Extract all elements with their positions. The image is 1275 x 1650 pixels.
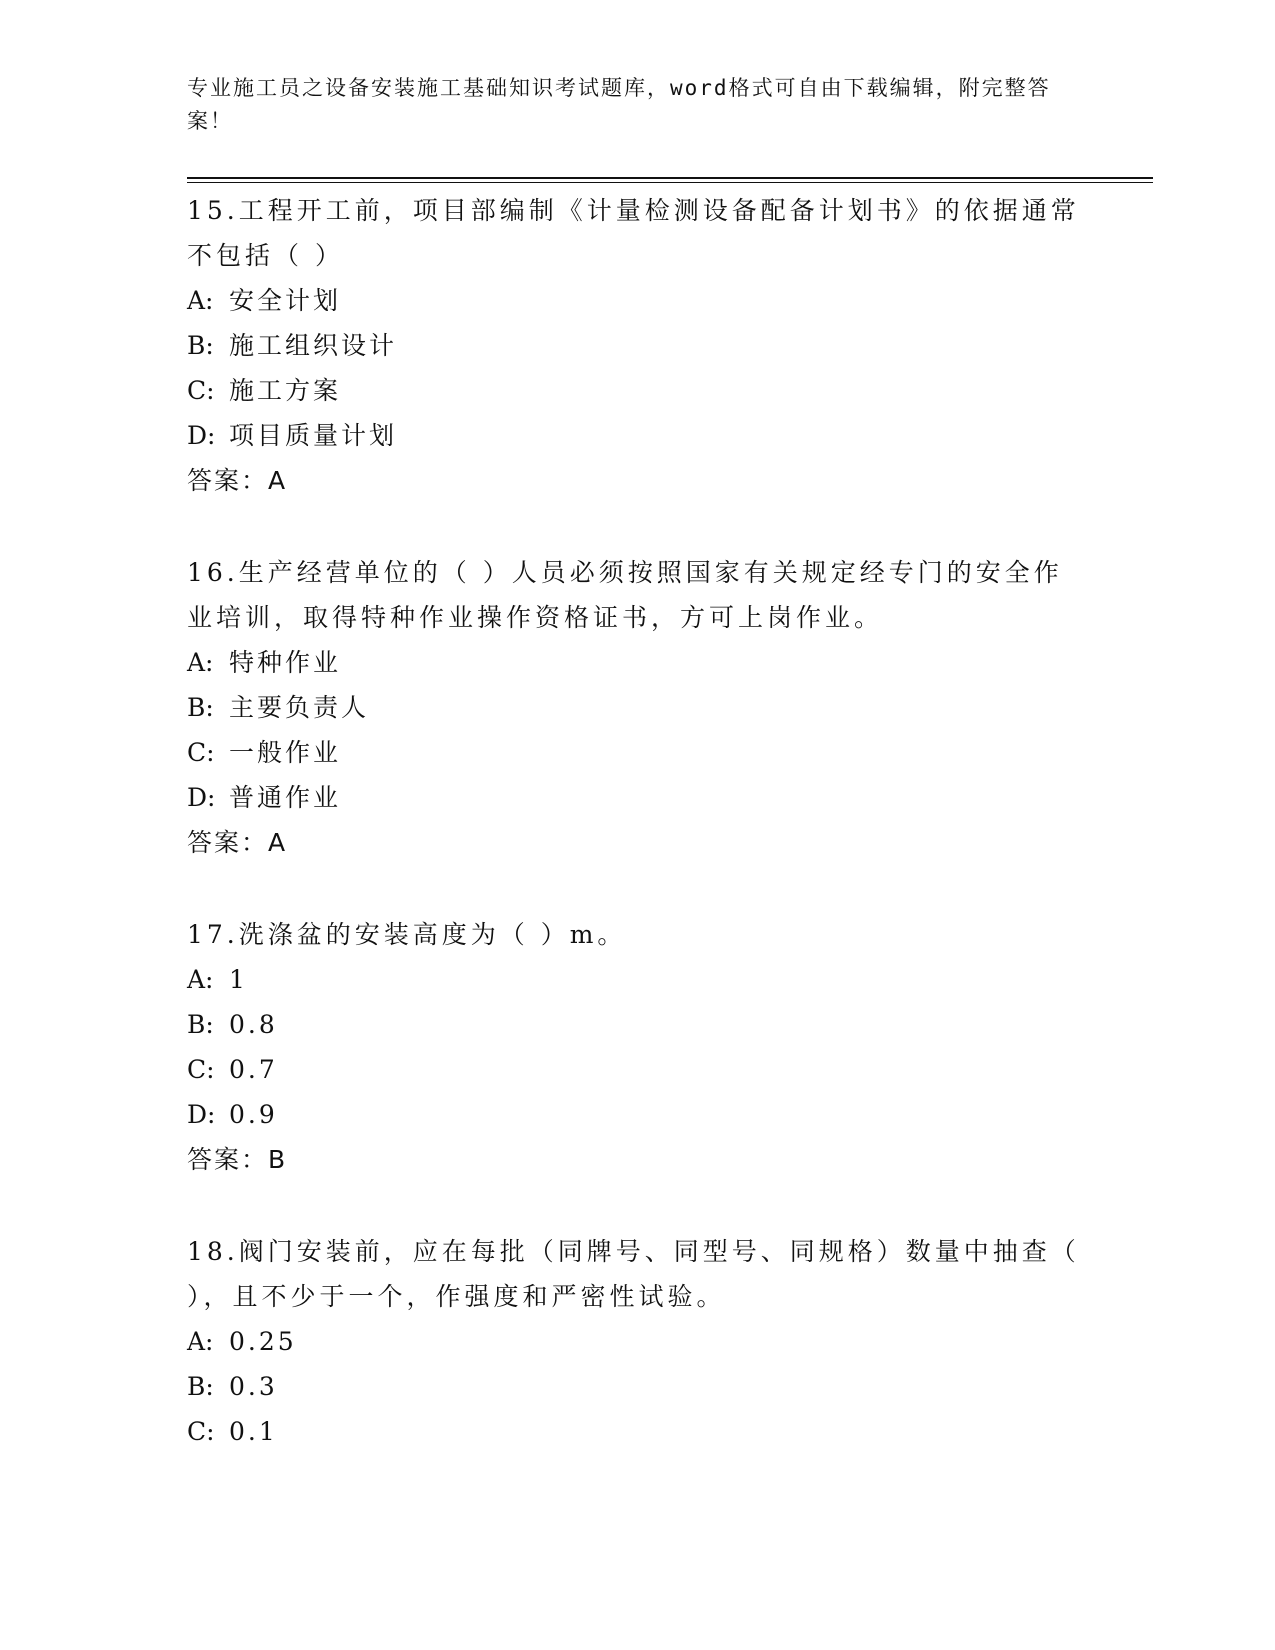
option-text: 0.8 xyxy=(229,1010,278,1039)
question-text: 17.洗涤盆的安装高度为（ ）m。 xyxy=(187,920,627,949)
option-text: 0.9 xyxy=(229,1100,278,1129)
option-text: 施工组织设计 xyxy=(229,331,398,360)
option-d xyxy=(187,1092,1087,1137)
question-text: 15.工程开工前，项目部编制《计量检测设备配备计划书》的依据通常不包括（ ） xyxy=(187,196,1080,270)
option-text: 特种作业 xyxy=(229,648,342,677)
option-a xyxy=(187,957,1087,1002)
option-text: 主要负责人 xyxy=(229,693,370,722)
option-text: 0.7 xyxy=(229,1055,278,1084)
answer-line: 答案：B xyxy=(187,1145,288,1174)
document-header: 专业施工员之设备安装施工基础知识考试题库，word格式可自由下载编辑，附完整答案！ xyxy=(187,76,1051,133)
option-text: 施工方案 xyxy=(229,376,342,405)
question-16 xyxy=(187,550,1087,865)
answer-line: 答案：A xyxy=(187,828,288,857)
option-text: 1 xyxy=(229,965,248,994)
option-text: 一般作业 xyxy=(229,738,342,767)
option-text: 0.25 xyxy=(229,1327,297,1356)
option-d xyxy=(187,775,1087,820)
option-letter: A: xyxy=(187,286,214,315)
option-letter: D: xyxy=(187,1100,216,1129)
question-18 xyxy=(187,1229,1087,1454)
option-letter: C: xyxy=(187,1417,215,1446)
option-a xyxy=(187,640,1087,685)
option-letter: B: xyxy=(187,331,214,360)
option-letter: C: xyxy=(187,738,215,767)
option-letter: D: xyxy=(187,421,216,450)
option-letter: A: xyxy=(187,965,214,994)
answer-line: 答案：A xyxy=(187,466,288,495)
question-text: 18.阀门安装前，应在每批（同牌号、同型号、同规格）数量中抽查（ ），且不少于一个，作强度和严密性试验。 xyxy=(187,1237,1080,1311)
option-a xyxy=(187,278,1087,323)
question-15 xyxy=(187,188,1087,503)
option-b xyxy=(187,1002,1087,1047)
option-letter: B: xyxy=(187,1010,214,1039)
option-text: 0.1 xyxy=(229,1417,278,1446)
option-c xyxy=(187,368,1087,413)
option-letter: A: xyxy=(187,648,214,677)
option-d xyxy=(187,413,1087,458)
option-text: 项目质量计划 xyxy=(229,421,398,450)
option-c xyxy=(187,730,1087,775)
option-letter: B: xyxy=(187,693,214,722)
option-text: 安全计划 xyxy=(229,286,342,315)
option-c xyxy=(187,1047,1087,1092)
option-letter: C: xyxy=(187,1055,215,1084)
option-text: 0.3 xyxy=(229,1372,278,1401)
question-list xyxy=(187,188,1087,1501)
option-c xyxy=(187,1409,1087,1454)
option-letter: C: xyxy=(187,376,215,405)
option-b xyxy=(187,323,1087,368)
option-b xyxy=(187,1364,1087,1409)
option-letter: D: xyxy=(187,783,216,812)
question-17 xyxy=(187,912,1087,1182)
option-text: 普通作业 xyxy=(229,783,342,812)
header-divider-thin xyxy=(187,182,1153,183)
option-letter: A: xyxy=(187,1327,214,1356)
header-divider-thick xyxy=(187,177,1153,179)
option-a xyxy=(187,1319,1087,1364)
option-letter: B: xyxy=(187,1372,214,1401)
question-text: 16.生产经营单位的（ ）人员必须按照国家有关规定经专门的安全作业培训，取得特种作业操作资格证书，方可上岗作业。 xyxy=(187,558,1063,632)
option-b xyxy=(187,685,1087,730)
